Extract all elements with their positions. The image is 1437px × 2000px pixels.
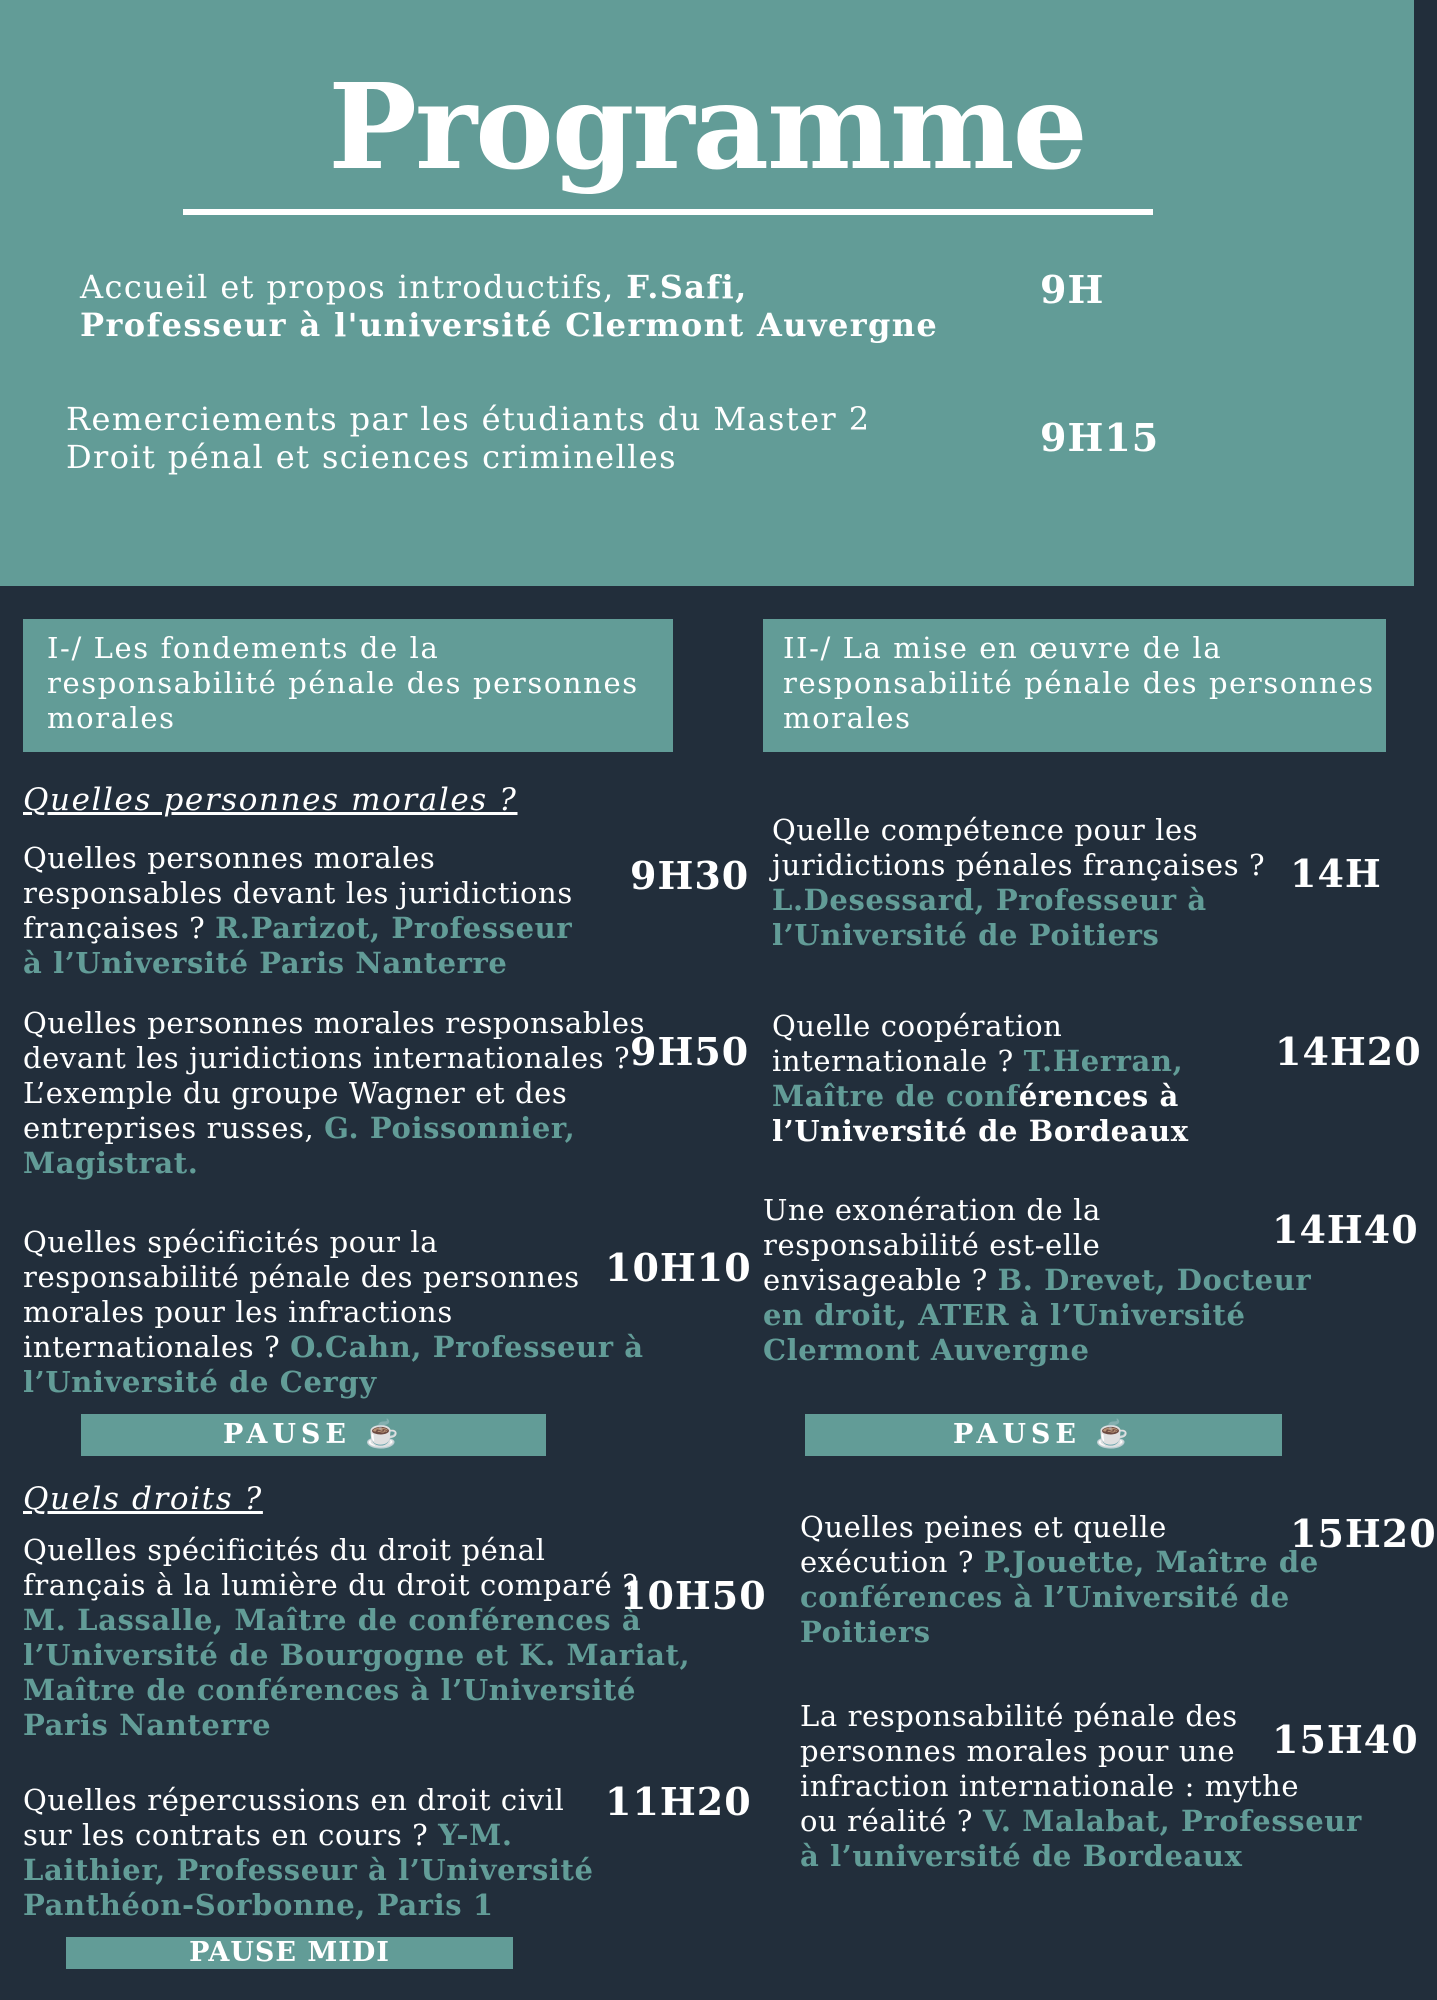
session-text: Quelle coopération [772,1009,1063,1043]
time-label: 15H20 [1290,1511,1437,1556]
time-label: 14H [1290,851,1382,896]
speaker-text: O.Cahn, Professeur à [290,1330,644,1364]
lunch-break-banner: PAUSE MIDI [66,1937,513,1969]
session-text: responsables devant les juridictions [23,876,573,910]
session-item [23,1783,594,1923]
session-line [800,1769,1362,1804]
section-1-header [23,619,673,752]
session-line [23,1783,594,1818]
section-title-line: responsabilité pénale des personnes [783,666,1375,700]
section-title-line: morales [783,701,912,735]
speaker-text: R.Parizot, Professeur [215,911,573,945]
session-text: françaises ? [23,911,216,945]
subtitle-quels-droits: Quels droits ? [23,1481,263,1517]
session-line [23,841,573,876]
session-text: français à la lumière du droit comparé ? [23,1568,639,1602]
speaker-text: Clermont Auvergne [763,1333,1090,1367]
time-label: 9H50 [630,1029,750,1074]
session-line [23,1006,645,1041]
session-line [23,1111,645,1146]
session-line [772,1009,1189,1044]
session-line [23,1888,594,1923]
session-line [772,1044,1189,1079]
session-text: L’exemple du groupe Wagner et des [23,1076,568,1110]
time-label: 11H20 [605,1779,752,1824]
speaker-text: à l’Université Paris Nanterre [23,946,508,980]
session-text: Quelles spécificités pour la [23,1225,439,1259]
time-label: 9H30 [630,853,750,898]
session-text: juridictions pénales françaises ? [772,848,1266,882]
session-text: exécution ? [800,1545,984,1579]
session-line [23,1603,690,1638]
section-title-line: I-/ Les fondements de la [47,631,440,665]
session-line [23,1568,690,1603]
session-text: infraction internationale : mythe [800,1769,1300,1803]
speaker-text: à l’université de Bordeaux [800,1839,1243,1873]
session-text: sur les contrats en cours ? [23,1818,439,1852]
session-line [23,1146,645,1181]
session-line [800,1804,1362,1839]
speaker-text: M. Lassalle, Maître de conférences à [23,1603,642,1637]
session-text: Quelles personnes morales responsables [23,1006,646,1040]
speaker-text: T.Herran, [1023,1044,1184,1078]
speaker-text: Y-M. [438,1818,513,1852]
session-line [800,1839,1362,1874]
time-label: 14H20 [1275,1029,1422,1074]
time-label: 9H [1040,267,1105,312]
session-line [23,876,573,911]
speaker-text: V. Malabat, Professeur [982,1804,1362,1838]
speaker-text: P.Jouette, Maître de [983,1545,1319,1579]
pause-banner: PAUSE ☕ [805,1414,1282,1456]
session-text: Quelles personnes morales [23,841,436,875]
intro-item-welcome [80,268,938,344]
session-text: internationales ? [23,1330,291,1364]
session-item [800,1510,1319,1650]
session-line [763,1228,1311,1263]
session-text: personnes morales pour une [800,1734,1236,1768]
session-item [763,1193,1311,1368]
speaker-text: Maître de conférences à l’Université [23,1673,637,1707]
speaker-text: érences à [1018,1079,1179,1113]
speaker-text: conférences à l’Université de [800,1580,1290,1614]
subtitle-personnes-morales: Quelles personnes morales ? [23,782,518,818]
session-item [23,1225,644,1400]
speaker-text: B. Drevet, Docteur [997,1263,1312,1297]
session-line [23,1818,594,1853]
intro-text: Remerciements par les étudiants du Master 2 [66,400,871,438]
intro-text: Droit pénal et sciences criminelles [66,438,677,476]
section-title-line: responsabilité pénale des personnes [47,666,639,700]
session-item [772,813,1265,953]
speaker-text: l’Université de Poitiers [772,918,1160,952]
session-line [23,1260,644,1295]
session-line [772,848,1265,883]
intro-text: Accueil et propos introductifs, [80,268,627,306]
session-text: responsabilité pénale des personnes [23,1260,580,1294]
session-line [23,1638,690,1673]
speaker-text: l’Université de Cergy [23,1365,377,1399]
title-underline [183,209,1153,215]
speaker-text: en droit, ATER à l’Université [763,1298,1246,1332]
session-line [763,1333,1311,1368]
session-line [23,1533,690,1568]
session-text: Quelles peines et quelle [800,1510,1167,1544]
session-text: Une exonération de la [763,1193,1101,1227]
section-title-line: morales [47,701,176,735]
speaker-name: F.Safi, [626,268,748,306]
session-line [23,1041,645,1076]
session-text: Quelle compétence pour les [772,813,1199,847]
section-title-line: II-/ La mise en œuvre de la [783,631,1223,665]
session-text: devant les juridictions internationales ? [23,1041,631,1075]
speaker-text: L.Desessard, Professeur à [772,883,1207,917]
session-line [772,1114,1189,1149]
session-line [800,1615,1319,1650]
session-line [772,813,1265,848]
session-text: ou réalité ? [800,1804,983,1838]
time-label: 10H10 [605,1245,752,1290]
time-label: 9H15 [1040,415,1160,460]
session-line [23,1225,644,1260]
time-label: 15H40 [1272,1717,1419,1762]
page-title: Programme [328,57,1086,196]
session-line [23,946,573,981]
speaker-text: G. Poissonnier, [324,1111,576,1145]
session-line [763,1298,1311,1333]
section-2-header [763,619,1386,752]
session-item [23,1006,645,1181]
intro-item-thanks [66,400,870,476]
time-label: 14H40 [1272,1207,1419,1252]
session-line [800,1545,1319,1580]
session-text: Quelles répercussions en droit civil [23,1783,565,1817]
speaker-role: Professeur à l'université Clermont Auvergne [80,306,939,344]
session-text: envisageable ? [763,1263,998,1297]
session-line [23,1673,690,1708]
session-line [23,1365,644,1400]
session-text: Quelles spécificités du droit pénal [23,1533,546,1567]
session-line [23,1330,644,1365]
speaker-text: Paris Nanterre [23,1708,272,1742]
session-text: entreprises russes, [23,1111,325,1145]
session-item [772,1009,1189,1149]
speaker-text: Maître de conf [772,1079,1019,1113]
speaker-text: Magistrat. [23,1146,199,1180]
speaker-text: Panthéon-Sorbonne, Paris 1 [23,1888,494,1922]
session-text: La responsabilité pénale des [800,1699,1238,1733]
session-line [763,1263,1311,1298]
session-item [23,1533,690,1743]
session-line [772,918,1265,953]
speaker-text: l’Université de Bordeaux [772,1114,1189,1148]
session-line [23,1853,594,1888]
session-line [23,1708,690,1743]
speaker-text: l’Université de Bourgogne et K. Mariat, [23,1638,691,1672]
session-item [23,841,573,981]
time-label: 10H50 [620,1573,767,1618]
speaker-text: Poitiers [800,1615,931,1649]
session-text: internationale ? [772,1044,1024,1078]
session-line [800,1510,1319,1545]
session-text: responsabilité est-elle [763,1228,1101,1262]
session-line [800,1580,1319,1615]
session-line [772,1079,1189,1114]
pause-banner: PAUSE ☕ [81,1414,546,1456]
speaker-text: Laithier, Professeur à l’Université [23,1853,594,1887]
session-line [23,1295,644,1330]
session-line [23,1076,645,1111]
session-line [23,911,573,946]
session-line [772,883,1265,918]
session-line [763,1193,1311,1228]
session-text: morales pour les infractions [23,1295,453,1329]
